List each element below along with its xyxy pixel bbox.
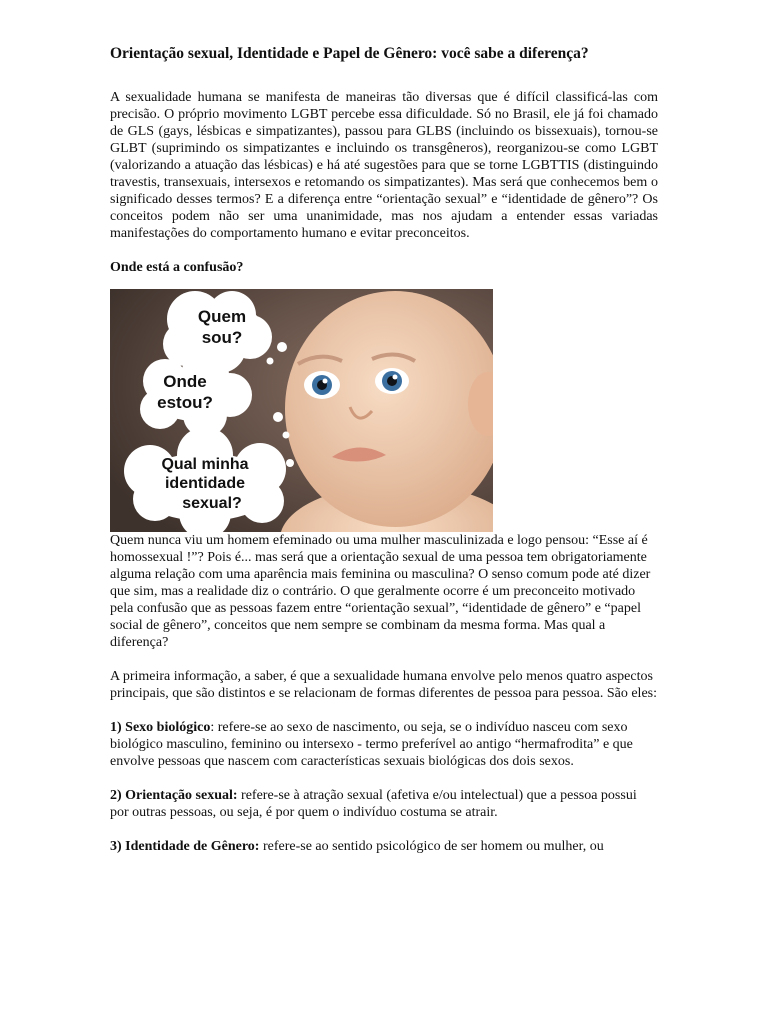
item-separator: : xyxy=(210,720,218,735)
bubble-3-line-2: identidade xyxy=(164,475,246,492)
paragraph-aspects: A primeira informação, a saber, é que a sexualidade humana envolve pelo menos quatro aspectos principais, que são distintos e se relacionam de formas diferentes de pessoa para pessoa. São eles: xyxy=(110,669,657,701)
bubble-2-line-1: Onde xyxy=(163,372,207,391)
paragraph-confusion: Quem nunca viu um homem efeminado ou uma mulher masculinizada e logo pensou: “Esse aí é homossexual !”? Pois é... mas será que a orientação sexual de uma pessoa tem obrigatoriamente alguma relação com uma aparência mais feminina ou masculina? O senso comum pode até dizer que sim, mas a realidade diz o contrário. O que geralmente ocorre é um preconceito motivado pela confusão que as pessoas fazem entre “orientação sexual”, “identidade de gênero” e “papel social de gênero”, conceitos que nem sempre se combinam da mesma forma. Mas qual a diferença? xyxy=(110,533,651,650)
item-term: 3) Identidade de Gênero: xyxy=(110,839,260,854)
list-item-orientacao-sexual xyxy=(110,787,658,821)
bubble-2-line-2: estou? xyxy=(157,393,213,412)
item-term: 2) Orientação sexual: xyxy=(110,788,238,803)
baby-illustration xyxy=(110,289,493,532)
article xyxy=(110,44,658,872)
section-heading: Onde está a confusão? xyxy=(110,260,244,275)
list-item-sexo-biologico xyxy=(110,719,658,770)
item-text: refere-se à atração sexual (afetiva e/ou intelectual) que a pessoa possui por outras pessoas, ou seja, é por quem o indivíduo costuma se atrair. xyxy=(110,788,637,820)
baby-thought-bubbles-image xyxy=(110,289,493,532)
intro-paragraph: A sexualidade humana se manifesta de maneiras tão diversas que é difícil classificá-las com precisão. O próprio movimento LGBT percebe essa dificuldade. Só no Brasil, ele já foi chamado de GLS (gays, lésbicas e simpatizantes), passou para GLBS (incluindo os bissexuais), tornou-se GLBT (suprimindo os simpatizantes e incluindo os transgêneros), reorganizou-se como LGBT (valorizando a atuação das lésbicas) e há até sugestões para que se torne LGBTTIS (distinguindo travestis, transexuais, intersexos e retomando os simpatizantes). Mas será que conhecemos bem o significado desses termos? E a diferença entre “orientação sexual” e “identidade de gênero”? Os conceitos podem não ser uma unanimidade, mas nos ajudam a entender essas variadas manifestações do comportamento humano e evitar preconceitos. xyxy=(110,90,658,241)
item-text: refere-se ao sexo de nascimento, ou seja, se o indivíduo nasceu com sexo biológico masculino, feminino ou intersexo - termo preferível ao antigo “hermafrodita” e que envolve pessoas que nascem com características sexuais biológicas dos dois sexos. xyxy=(110,720,633,769)
bubble-1-line-1: Quem xyxy=(197,307,247,326)
item-text: refere-se ao sentido psicológico de ser homem ou mulher, ou xyxy=(262,839,604,854)
bubble-1-line-2: sou? xyxy=(201,328,243,347)
list-item-identidade-genero xyxy=(110,838,658,855)
item-term: 1) Sexo biológico xyxy=(110,720,211,735)
bubble-3-line-3: sexual? xyxy=(182,495,242,512)
bubble-3-line-1: Qual minha xyxy=(161,456,249,473)
article-title: Orientação sexual, Identidade e Papel de Gênero: você sabe a diferença? xyxy=(110,45,589,62)
